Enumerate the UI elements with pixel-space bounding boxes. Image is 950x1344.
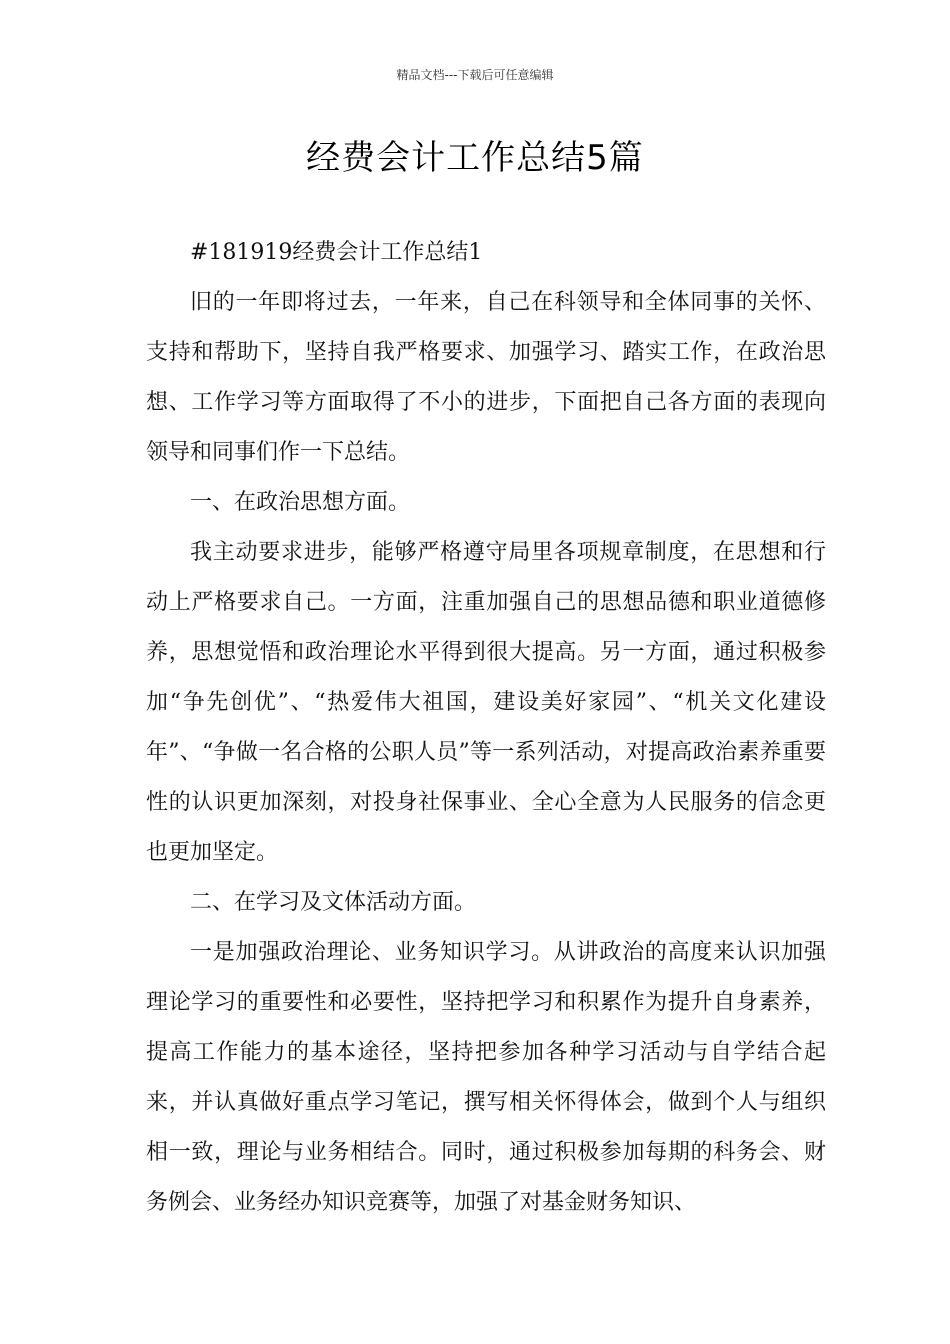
subsection-heading: 一、在政治思想方面。 — [190, 490, 411, 515]
paragraph: 一是加强政治理论、业务知识学习。从讲政治的高度来认识加强理论学习的重要性和必要性，坚持把学习和积累作为提升自身素养，提高工作能力的基本途径，坚持把参加各种学习活动与自学结合起来，并认真做好重点学习笔记，撰写相关怀得体会，做到个人与组织相一致，理论与业务相结合。同时，通过积极参加每期的科务会、财务例会、业务经办知识竞赛等，加强了对基金财务知识、 — [146, 940, 826, 1215]
section-heading: #181919经费会计工作总结1 — [190, 240, 483, 265]
paragraph: 我主动要求进步，能够严格遵守局里各项规章制度，在思想和行动上严格要求自己。一方面，注重加强自己的思想品德和职业道德修养，思想觉悟和政治理论水平得到很大提高。另一方面，通过积极参加“争先创优”、“热爱伟大祖国，建设美好家园”、“机关文化建设年”、“争做一名合格的公职人员”等一系列活动，对提高政治素养重要性的认识更加深刻，对投身社保事业、全心全意为人民服务的信念更也更加坚定。 — [146, 540, 826, 865]
document-body — [146, 228, 826, 1228]
document-title: 经费会计工作总结5篇 — [306, 138, 644, 178]
header-note: 精品文档---下载后可任意编辑 — [396, 68, 554, 82]
subsection-heading: 二、在学习及文体活动方面。 — [190, 890, 477, 915]
paragraph: 旧的一年即将过去，一年来，自己在科领导和全体同事的关怀、支持和帮助下，坚持自我严格要求、加强学习、踏实工作，在政治思想、工作学习等方面取得了不小的进步，下面把自己各方面的表现向领导和同事们作一下总结。 — [146, 290, 826, 465]
